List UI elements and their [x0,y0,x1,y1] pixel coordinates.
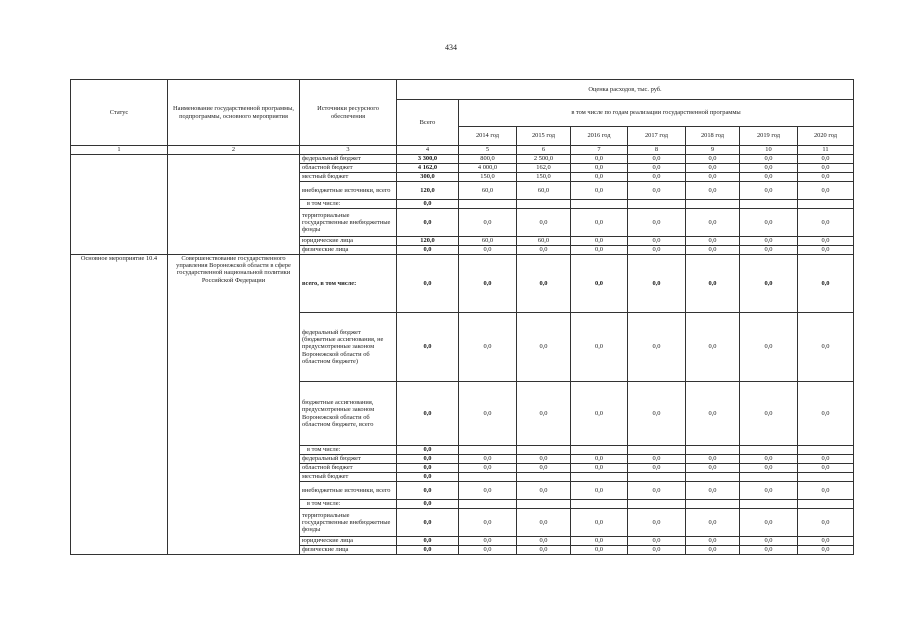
source-label: в том числе: [300,200,397,209]
year-value-cell: 0,0 [571,537,628,546]
header-year: 2017 год [628,127,686,146]
source-label: юридические лица [300,237,397,246]
total-value-cell: 0,0 [397,537,459,546]
source-label: физические лица [300,246,397,255]
year-value-cell: 0,0 [740,482,798,500]
year-value-cell [571,473,628,482]
year-value-cell [517,473,571,482]
year-value-cell: 0,0 [740,464,798,473]
year-value-cell: 0,0 [628,182,686,200]
column-number: 1 [71,146,168,155]
year-value-cell: 0,0 [571,246,628,255]
column-number: 4 [397,146,459,155]
name-cell-empty [168,155,300,255]
year-value-cell [740,200,798,209]
year-value-cell: 60,0 [517,182,571,200]
year-value-cell: 0,0 [740,255,798,313]
year-value-cell: 0,0 [740,509,798,537]
year-value-cell: 800,0 [459,155,517,164]
source-label: областной бюджет [300,464,397,473]
year-value-cell: 0,0 [740,246,798,255]
year-value-cell: 0,0 [459,537,517,546]
year-value-cell: 0,0 [798,482,854,500]
year-value-cell [740,446,798,455]
year-value-cell: 0,0 [459,546,517,555]
source-label: физические лица [300,546,397,555]
year-value-cell [459,500,517,509]
year-value-cell: 0,0 [740,455,798,464]
header-total: Всего [397,100,459,146]
year-value-cell: 0,0 [798,182,854,200]
total-value-cell: 0,0 [397,464,459,473]
year-value-cell: 0,0 [517,255,571,313]
year-value-cell: 0,0 [628,455,686,464]
year-value-cell: 0,0 [517,509,571,537]
source-label: в том числе: [300,500,397,509]
year-value-cell: 0,0 [517,482,571,500]
column-number: 2 [168,146,300,155]
header-status: Статус [71,80,168,146]
year-value-cell: 0,0 [628,209,686,237]
total-value-cell: 300,0 [397,173,459,182]
year-value-cell: 0,0 [628,464,686,473]
year-value-cell: 0,0 [798,209,854,237]
year-value-cell: 0,0 [517,246,571,255]
header-program-name: Наименование государственной программы, подпрограммы, основного мероприятия [168,80,300,146]
year-value-cell: 0,0 [628,246,686,255]
year-value-cell: 0,0 [459,464,517,473]
source-label: юридические лица [300,537,397,546]
year-value-cell: 0,0 [571,155,628,164]
table-row [71,155,854,164]
year-value-cell: 0,0 [798,455,854,464]
year-value-cell: 162,0 [517,164,571,173]
year-value-cell: 0,0 [740,313,798,382]
year-value-cell: 0,0 [628,313,686,382]
total-value-cell: 0,0 [397,546,459,555]
year-value-cell: 0,0 [628,537,686,546]
year-value-cell: 150,0 [517,173,571,182]
year-value-cell: 0,0 [798,464,854,473]
status-cell-empty [71,155,168,255]
year-value-cell: 0,0 [628,164,686,173]
year-value-cell: 0,0 [686,246,740,255]
measure-status: Основное мероприятие 10.4 [71,255,168,555]
table-row [71,255,854,313]
year-value-cell: 0,0 [798,313,854,382]
year-value-cell: 0,0 [628,155,686,164]
year-value-cell: 0,0 [628,255,686,313]
total-value-cell: 0,0 [397,382,459,446]
source-label: федеральный бюджет [300,455,397,464]
year-value-cell: 0,0 [798,382,854,446]
year-value-cell: 0,0 [798,173,854,182]
expenditure-table [70,79,854,555]
year-value-cell: 0,0 [628,382,686,446]
source-label: федеральный бюджет [300,155,397,164]
year-value-cell: 0,0 [571,313,628,382]
year-value-cell [571,446,628,455]
year-value-cell [517,200,571,209]
total-value-cell: 0,0 [397,455,459,464]
header-year: 2019 год [740,127,798,146]
year-value-cell: 0,0 [571,509,628,537]
column-number: 10 [740,146,798,155]
year-value-cell: 0,0 [459,255,517,313]
year-value-cell [628,200,686,209]
year-value-cell [686,473,740,482]
year-value-cell [798,446,854,455]
year-value-cell: 0,0 [571,455,628,464]
year-value-cell: 0,0 [798,509,854,537]
year-value-cell: 0,0 [686,209,740,237]
column-number: 11 [798,146,854,155]
year-value-cell: 0,0 [459,382,517,446]
total-value-cell: 0,0 [397,255,459,313]
year-value-cell: 0,0 [686,155,740,164]
year-value-cell: 0,0 [628,509,686,537]
year-value-cell [571,200,628,209]
total-value-cell: 0,0 [397,500,459,509]
year-value-cell [628,500,686,509]
year-value-cell: 0,0 [459,482,517,500]
column-numbers-row [71,146,854,155]
year-value-cell: 0,0 [571,482,628,500]
year-value-cell: 60,0 [459,182,517,200]
year-value-cell: 150,0 [459,173,517,182]
year-value-cell: 0,0 [798,155,854,164]
year-value-cell: 60,0 [517,237,571,246]
year-value-cell: 0,0 [740,537,798,546]
year-value-cell: 0,0 [571,382,628,446]
year-value-cell: 0,0 [686,482,740,500]
year-value-cell: 0,0 [459,246,517,255]
year-value-cell: 0,0 [798,546,854,555]
year-value-cell: 0,0 [740,382,798,446]
year-value-cell [459,200,517,209]
total-value-cell: 4 162,0 [397,164,459,173]
total-value-cell: 0,0 [397,473,459,482]
column-number: 3 [300,146,397,155]
year-value-cell: 0,0 [571,237,628,246]
year-value-cell: 0,0 [740,237,798,246]
header-year: 2018 год [686,127,740,146]
year-value-cell: 0,0 [628,546,686,555]
year-value-cell: 0,0 [517,455,571,464]
source-label: внебюджетные источники, всего [300,482,397,500]
measure-name: Совершенствование государственного управления Воронежской области в сфере государственной национальной политики Российской Федерации [168,255,300,555]
year-value-cell [686,446,740,455]
year-value-cell: 60,0 [459,237,517,246]
source-label: территориальные государственные внебюджетные фонды [300,209,397,237]
year-value-cell [517,446,571,455]
year-value-cell: 0,0 [628,482,686,500]
year-value-cell [459,446,517,455]
year-value-cell: 0,0 [686,237,740,246]
year-value-cell: 0,0 [517,537,571,546]
year-value-cell [798,500,854,509]
year-value-cell: 0,0 [740,546,798,555]
year-value-cell: 0,0 [459,509,517,537]
year-value-cell [628,473,686,482]
year-value-cell: 0,0 [686,455,740,464]
year-value-cell: 0,0 [686,537,740,546]
year-value-cell: 0,0 [517,464,571,473]
year-value-cell: 0,0 [686,313,740,382]
header-by-years: в том числе по годам реализации государственной программы [459,100,854,127]
year-value-cell [686,500,740,509]
year-value-cell: 0,0 [459,313,517,382]
year-value-cell: 0,0 [517,546,571,555]
year-value-cell: 0,0 [686,164,740,173]
source-label: бюджетные ассигнования, предусмотренные законом Воронежской области об областном бюджете, всего [300,382,397,446]
column-number: 9 [686,146,740,155]
column-number: 5 [459,146,517,155]
year-value-cell: 0,0 [686,464,740,473]
year-value-cell [798,200,854,209]
source-label: территориальные государственные внебюджетные фонды [300,509,397,537]
year-value-cell: 0,0 [571,164,628,173]
year-value-cell: 2 500,0 [517,155,571,164]
year-value-cell [571,500,628,509]
header-row-1 [71,80,854,100]
year-value-cell [740,500,798,509]
year-value-cell: 0,0 [798,246,854,255]
header-year: 2016 год [571,127,628,146]
year-value-cell [517,500,571,509]
year-value-cell: 0,0 [686,546,740,555]
year-value-cell: 0,0 [571,182,628,200]
year-value-cell: 0,0 [798,237,854,246]
total-value-cell: 0,0 [397,446,459,455]
page-number: 434 [445,43,457,52]
total-value-cell: 0,0 [397,209,459,237]
year-value-cell: 0,0 [686,509,740,537]
year-value-cell: 0,0 [798,255,854,313]
year-value-cell: 4 000,0 [459,164,517,173]
year-value-cell: 0,0 [517,313,571,382]
total-value-cell: 0,0 [397,482,459,500]
source-label: областной бюджет [300,164,397,173]
year-value-cell: 0,0 [628,237,686,246]
year-value-cell: 0,0 [798,164,854,173]
year-value-cell: 0,0 [628,173,686,182]
header-year: 2014 год [459,127,517,146]
year-value-cell: 0,0 [571,255,628,313]
total-value-cell: 0,0 [397,200,459,209]
year-value-cell: 0,0 [740,164,798,173]
year-value-cell: 0,0 [517,382,571,446]
year-value-cell: 0,0 [686,182,740,200]
year-value-cell: 0,0 [740,155,798,164]
year-value-cell: 0,0 [571,464,628,473]
total-value-cell: 0,0 [397,313,459,382]
year-value-cell [798,473,854,482]
column-number: 7 [571,146,628,155]
year-value-cell: 0,0 [571,209,628,237]
year-value-cell: 0,0 [740,173,798,182]
year-value-cell: 0,0 [571,546,628,555]
source-label: внебюджетные источники, всего [300,182,397,200]
total-value-cell: 120,0 [397,182,459,200]
total-value-cell: 0,0 [397,509,459,537]
header-sources: Источники ресурсного обеспечения [300,80,397,146]
year-value-cell: 0,0 [571,173,628,182]
total-value-cell: 120,0 [397,237,459,246]
year-value-cell: 0,0 [686,382,740,446]
column-number: 8 [628,146,686,155]
total-value-cell: 0,0 [397,246,459,255]
header-year: 2015 год [517,127,571,146]
year-value-cell: 0,0 [459,209,517,237]
year-value-cell [686,200,740,209]
year-value-cell: 0,0 [740,209,798,237]
year-value-cell [459,473,517,482]
source-label: всего, в том числе: [300,255,397,313]
header-estimate: Оценка расходов, тыс. руб. [397,80,854,100]
year-value-cell: 0,0 [517,209,571,237]
source-label: местный бюджет [300,173,397,182]
year-value-cell: 0,0 [459,455,517,464]
source-label: местный бюджет [300,473,397,482]
total-value-cell: 3 300,0 [397,155,459,164]
year-value-cell: 0,0 [740,182,798,200]
year-value-cell: 0,0 [686,173,740,182]
year-value-cell: 0,0 [798,537,854,546]
year-value-cell: 0,0 [686,255,740,313]
year-value-cell [628,446,686,455]
source-label: в том числе: [300,446,397,455]
source-label: федеральный бюджет (бюджетные ассигнования, не предусмотренные законом Воронежской области об областном бюджете) [300,313,397,382]
year-value-cell [740,473,798,482]
column-number: 6 [517,146,571,155]
header-year: 2020 год [798,127,854,146]
